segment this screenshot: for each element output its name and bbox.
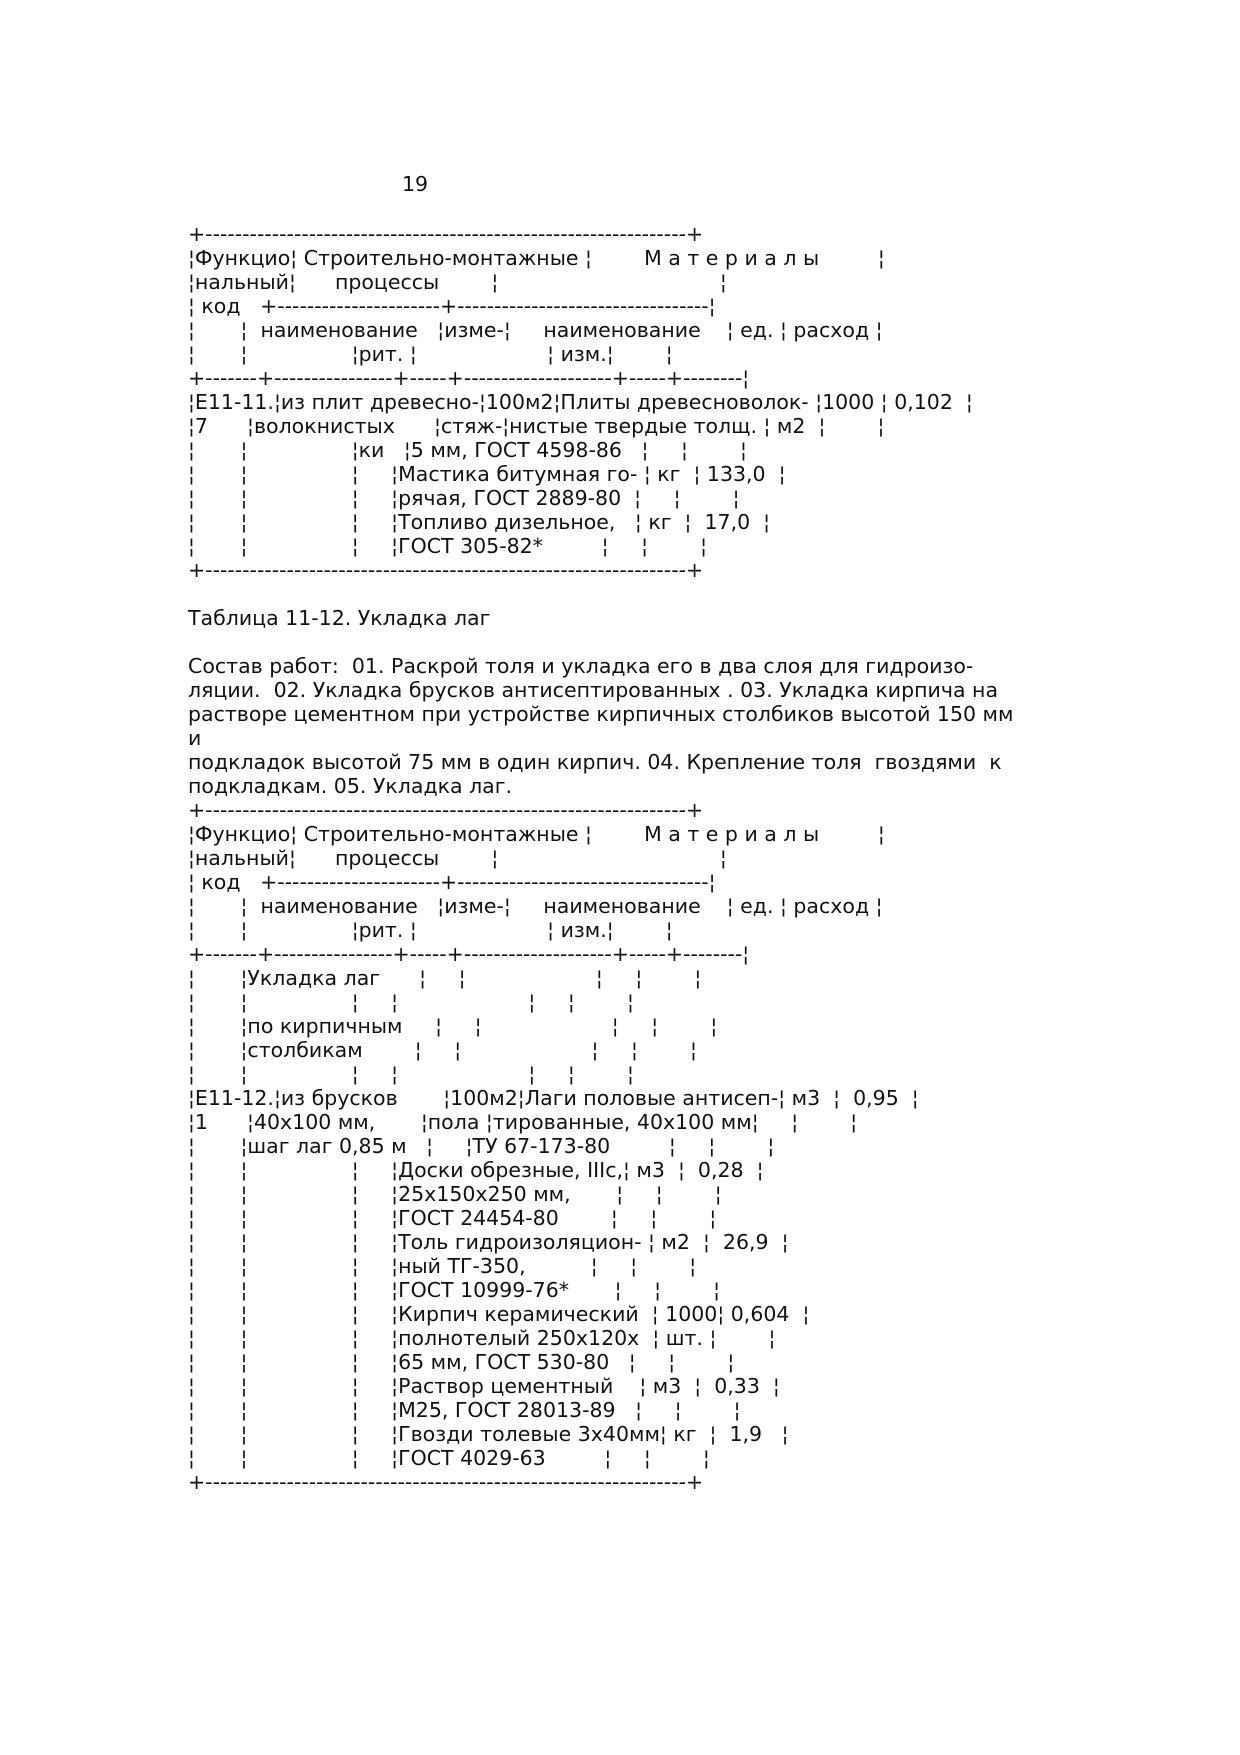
table-line: ¦ ¦ ¦рит. ¦ ¦ изм.¦ ¦: [188, 342, 673, 366]
table-line: ¦ ¦ ¦ ¦Топливо дизельное, ¦ кг ¦ 17,0 ¦: [188, 510, 771, 534]
table-line: ¦ ¦ ¦ ¦Толь гидроизоляцион- ¦ м2 ¦ 26,9 ¦: [188, 1230, 789, 1254]
table-line: ¦ ¦ ¦ ¦М25, ГОСТ 28013-89 ¦ ¦ ¦: [188, 1398, 741, 1422]
table-line: ¦7 ¦волокнистых ¦стяж-¦нистые твердые толщ. ¦ м2 ¦ ¦: [188, 414, 885, 438]
paragraph-line: растворе цементном при устройстве кирпичных столбиков высотой 150 мм: [188, 702, 1014, 726]
table-line: ¦нальный¦ процессы ¦ ¦: [188, 270, 727, 294]
table-line: ¦ ¦ ¦ ¦ГОСТ 305-82* ¦ ¦ ¦: [188, 534, 708, 558]
table-line: ¦ код +----------------------+----------------------------------¦: [188, 870, 716, 894]
table-line: ¦ ¦ ¦ ¦Кирпич керамический ¦ 1000¦ 0,604 ¦: [188, 1302, 810, 1326]
table-line: ¦ ¦ ¦ ¦Доски обрезные, IIIс,¦ м3 ¦ 0,28 ¦: [188, 1158, 764, 1182]
table-line: ¦Е11-12.¦из брусков ¦100м2¦Лаги половые антисеп-¦ м3 ¦ 0,95 ¦: [188, 1086, 919, 1110]
table-line: ¦Функцио¦ Строительно-монтажные ¦ М а т е р и а л ы ¦: [188, 822, 885, 846]
table-line: ¦Е11-11.¦из плит древесно-¦100м2¦Плиты древесноволок- ¦1000 ¦ 0,102 ¦: [188, 390, 973, 414]
paragraph-line: ляции. 02. Укладка брусков антисептированных . 03. Укладка кирпича на: [188, 678, 999, 702]
table-line: ¦ ¦ ¦ ¦65 мм, ГОСТ 530-80 ¦ ¦ ¦: [188, 1350, 735, 1374]
table-line: ¦ ¦ ¦ ¦Мастика битумная го- ¦ кг ¦ 133,0 ¦: [188, 462, 786, 486]
table-line: ¦ ¦столбикам ¦ ¦ ¦ ¦ ¦: [188, 1038, 697, 1062]
table-line: ¦ ¦шаг лаг 0,85 м ¦ ¦ТУ 67-173-80 ¦ ¦ ¦: [188, 1134, 775, 1158]
table-line: ¦ код +----------------------+----------------------------------¦: [188, 294, 716, 318]
table-line: ¦ ¦ наименование ¦изме-¦ наименование ¦ ед. ¦ расход ¦: [188, 318, 883, 342]
table-line: ¦Функцио¦ Строительно-монтажные ¦ М а т е р и а л ы ¦: [188, 246, 885, 270]
table-line: +-----------------------------------------------------------------+: [188, 222, 704, 246]
table-line: +-------+----------------+-----+--------------------+-----+--------¦: [188, 942, 750, 966]
table-line: ¦ ¦по кирпичным ¦ ¦ ¦ ¦ ¦: [188, 1014, 718, 1038]
table-line: ¦1 ¦40х100 мм, ¦пола ¦тированные, 40х100 мм¦ ¦ ¦: [188, 1110, 858, 1134]
table-line: ¦ ¦ ¦ки ¦5 мм, ГОСТ 4598-86 ¦ ¦ ¦: [188, 438, 747, 462]
table-line: ¦ ¦ ¦ ¦ ¦ ¦ ¦: [188, 990, 634, 1014]
table-line: ¦ ¦ ¦ ¦25х150х250 мм, ¦ ¦ ¦: [188, 1182, 722, 1206]
table-line: ¦ ¦ ¦ ¦полнотелый 250х120х ¦ шт. ¦ ¦: [188, 1326, 776, 1350]
table-line: ¦ ¦ ¦ ¦ ¦ ¦ ¦: [188, 1062, 634, 1086]
table-line: ¦ ¦ ¦ ¦ный ТГ-350, ¦ ¦ ¦: [188, 1254, 697, 1278]
paragraph-line: и: [188, 726, 202, 750]
table-line: +-----------------------------------------------------------------+: [188, 798, 704, 822]
table-line: ¦ ¦ ¦рит. ¦ ¦ изм.¦ ¦: [188, 918, 673, 942]
table-line: ¦ ¦Укладка лаг ¦ ¦ ¦ ¦ ¦: [188, 966, 702, 990]
table-line: ¦ ¦ ¦ ¦ГОСТ 24454-80 ¦ ¦ ¦: [188, 1206, 717, 1230]
table-line: +-----------------------------------------------------------------+: [188, 558, 704, 582]
paragraph-line: подкладок высотой 75 мм в один кирпич. 04. Крепление толя гвоздями к: [188, 750, 1002, 774]
page-number: 19: [402, 172, 429, 196]
table-line: +-------+----------------+-----+--------------------+-----+--------¦: [188, 366, 750, 390]
table-line: +-----------------------------------------------------------------+: [188, 1470, 704, 1494]
table-line: ¦ ¦ ¦ ¦Раствор цементный ¦ м3 ¦ 0,33 ¦: [188, 1374, 780, 1398]
paragraph-line: подкладкам. 05. Укладка лаг.: [188, 774, 513, 798]
table-line: ¦ ¦ ¦ ¦ГОСТ 10999-76* ¦ ¦ ¦: [188, 1278, 721, 1302]
table-line: ¦ ¦ ¦ ¦Гвозди толевые 3х40мм¦ кг ¦ 1,9 ¦: [188, 1422, 789, 1446]
table-line: ¦нальный¦ процессы ¦ ¦: [188, 846, 727, 870]
table-title: Таблица 11-12. Укладка лаг: [188, 606, 491, 630]
table-line: ¦ ¦ ¦ ¦ГОСТ 4029-63 ¦ ¦ ¦: [188, 1446, 710, 1470]
paragraph-line: Состав работ: 01. Раскрой толя и укладка его в два слоя для гидроизо-: [188, 654, 974, 678]
table-line: ¦ ¦ наименование ¦изме-¦ наименование ¦ ед. ¦ расход ¦: [188, 894, 883, 918]
table-line: ¦ ¦ ¦ ¦рячая, ГОСТ 2889-80 ¦ ¦ ¦: [188, 486, 740, 510]
